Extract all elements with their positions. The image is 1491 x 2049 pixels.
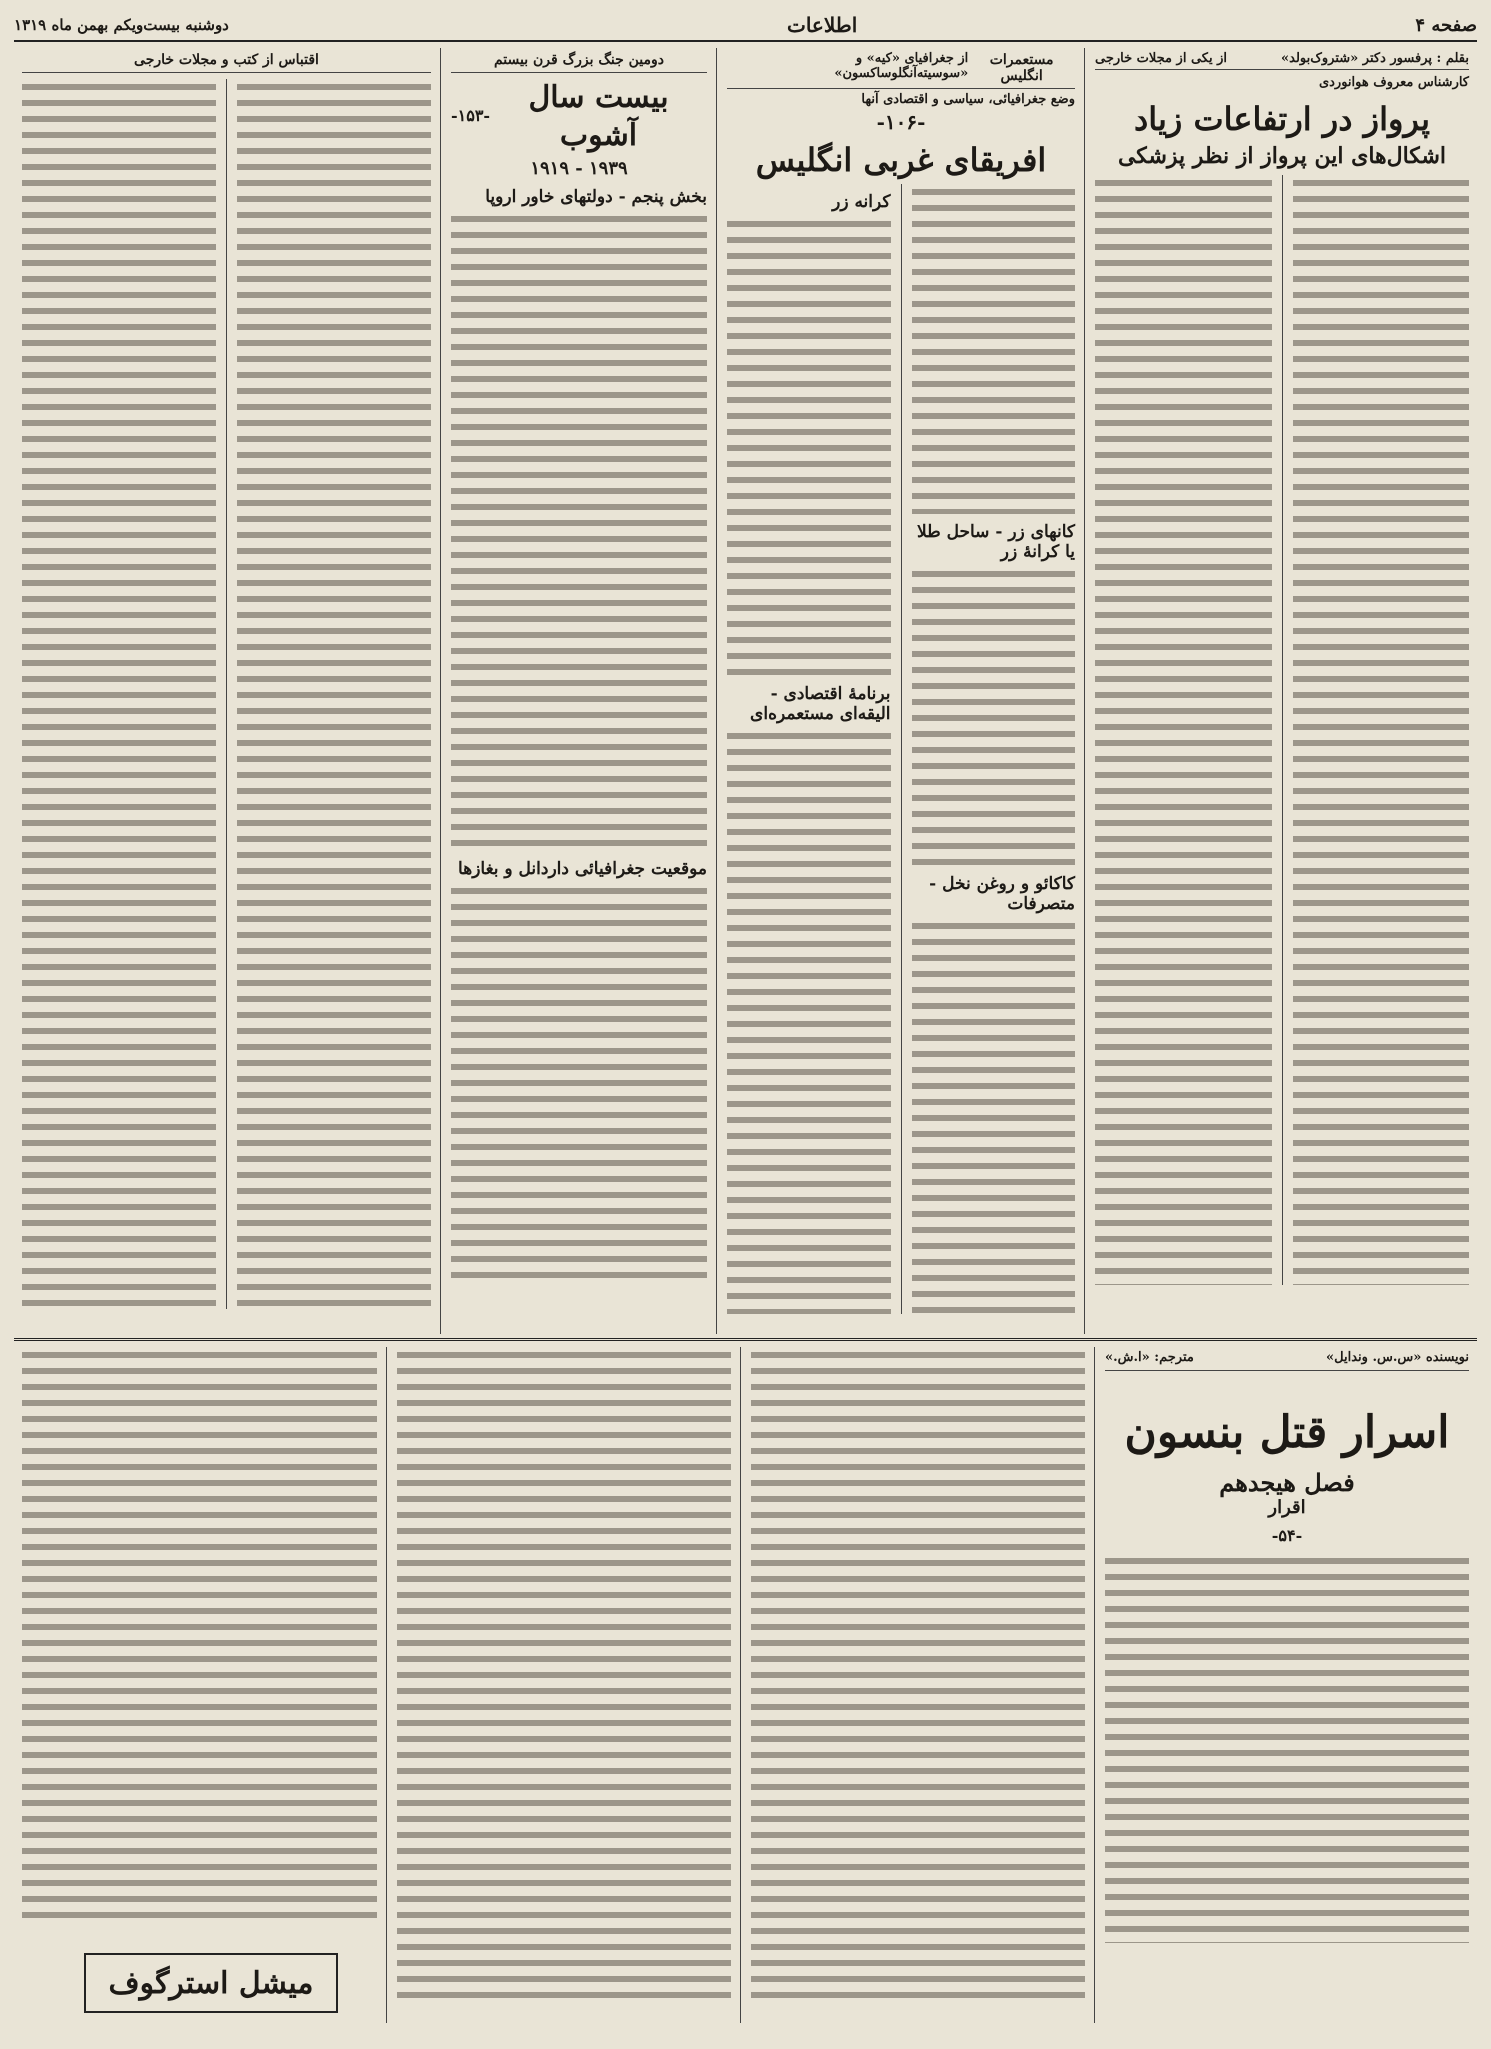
article-body-column <box>912 918 1076 1314</box>
page-number: صفحه ۴ <box>1415 14 1477 36</box>
article-headline: افریقای غربی انگلیس <box>755 141 1047 179</box>
chapter-heading: فصل هیجدهم <box>1219 1468 1355 1497</box>
section-heading: کاکائو و روغن نخل - متصرفات <box>929 874 1075 914</box>
serial-body-column <box>751 1347 1085 2007</box>
paper-name: اطلاعات <box>787 13 858 37</box>
serial-author: نویسنده «س.س. وندایل» <box>1326 1350 1469 1365</box>
article-body-column <box>912 566 1076 866</box>
article-headline: پرواز در ارتفاعات زیاد <box>1134 100 1430 138</box>
article-subheadline: اشکال‌های این پرواز از نظر پزشکی <box>1117 143 1447 169</box>
author-description: کارشناس معروف هوانوردی <box>1318 75 1469 90</box>
masthead <box>14 10 1477 42</box>
article-west-africa <box>719 48 1083 1334</box>
article-body-column <box>1293 175 1470 1285</box>
section-heading: موقعیت جغرافیائی داردانل و بغازها <box>458 859 707 879</box>
serial-continuation <box>14 1347 385 2023</box>
series-number: -۱۵۳- <box>451 106 491 125</box>
article-body-column <box>237 79 431 1309</box>
serial-title: اسرار قتل بنسون <box>1124 1407 1450 1458</box>
section-heading: بخش پنجم - دولتهای خاور اروپا <box>485 187 707 207</box>
serial-body-column <box>397 1347 731 2007</box>
serial-translator: مترجم: «ا.ش.» <box>1105 1350 1194 1365</box>
article-headline: بیست سال آشوب <box>528 80 669 153</box>
article-foreign-excerpts <box>14 48 439 1334</box>
series-kicker: دومین جنگ بزرگ قرن بیستم <box>451 48 707 73</box>
serial-continuation <box>743 1347 1093 2023</box>
series-source: از جغرافیای «کیه» و «سوسیته‌آنگلو‌ساکسون» <box>834 51 969 81</box>
issue-date: دوشنبه بیست‌ویکم بهمن ماه ۱۳۱۹ <box>14 16 229 34</box>
serial-body-column <box>22 1347 377 1927</box>
article-body-column <box>1095 175 1272 1285</box>
series-number: -۱۰۶- <box>876 110 926 134</box>
article-twenty-years <box>443 48 715 1334</box>
series-kicker: مستعمرات انگلیس <box>989 52 1054 84</box>
section-heading: کانهای زر - ساحل طلا یا کرانهٔ زر <box>917 522 1075 562</box>
lower-section <box>14 1347 1477 2027</box>
article-years: ۱۹۳۹ - ۱۹۱۹ <box>530 158 628 179</box>
serial-body-column <box>1105 1553 1469 1943</box>
series-kicker: اقتباس از کتب و مجلات خارجی <box>22 48 431 73</box>
article-body-column <box>451 211 707 851</box>
article-body-column <box>912 184 1076 514</box>
chapter-number: -۵۴- <box>1271 1526 1303 1545</box>
article-body-column <box>727 216 891 676</box>
article-high-altitude-flight <box>1087 48 1477 1334</box>
michel-strogoff-box: میشل استرگوف <box>84 1953 338 2013</box>
series-description: وضع جغرافیائی، سیاسی و اقتصادی آنها <box>861 92 1075 107</box>
upper-section <box>14 48 1477 1341</box>
article-body-column <box>22 79 216 1309</box>
article-source: از یکی از مجلات خارجی <box>1095 51 1228 66</box>
serial-benson-murder <box>1097 1347 1477 2023</box>
article-body-column <box>727 728 891 1314</box>
article-byline: بقلم : پرفسور دکتر «شتروک‌بولد» <box>1281 51 1469 66</box>
serial-continuation <box>389 1347 739 2023</box>
article-body-column <box>451 883 707 1283</box>
chapter-title: اقرار <box>1268 1497 1306 1518</box>
section-heading: کرانه زر <box>832 192 891 212</box>
section-heading: برنامهٔ اقتصادی - الیقه‌ای مستعمره‌ای <box>750 684 891 724</box>
